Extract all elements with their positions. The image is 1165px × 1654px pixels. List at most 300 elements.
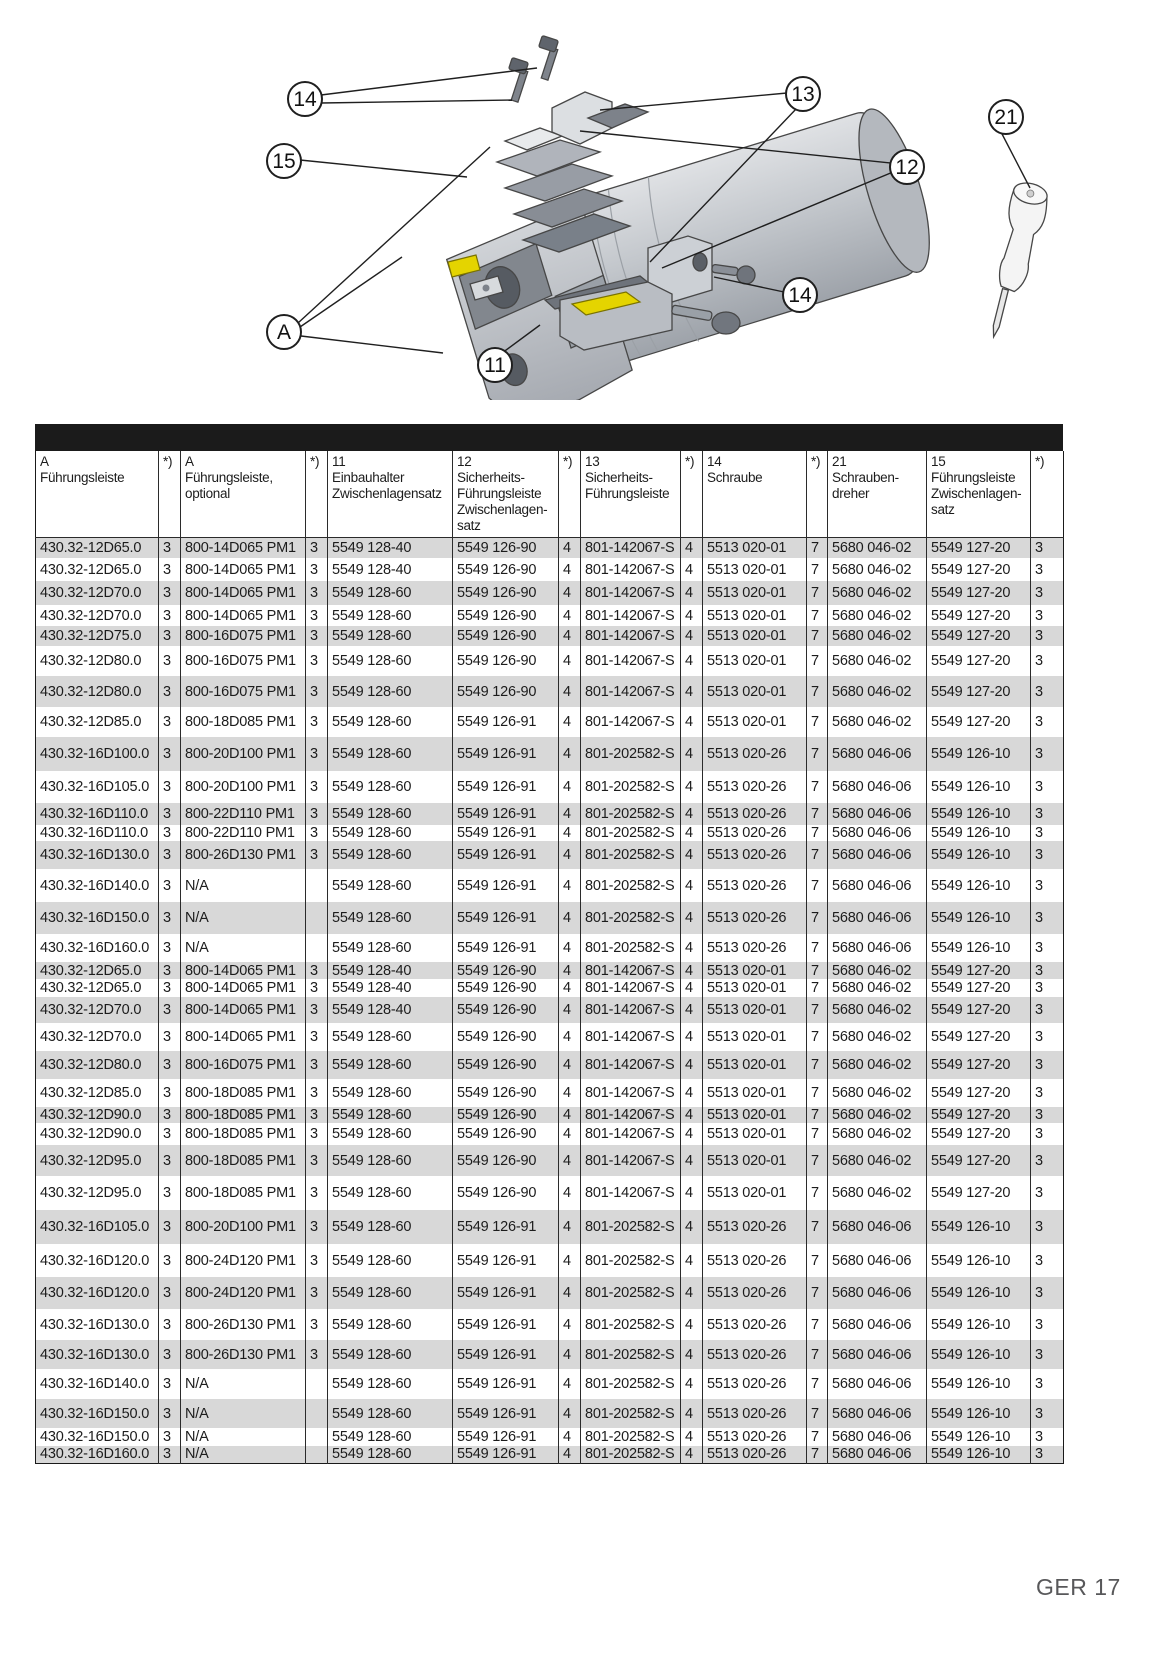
- table-cell: 3: [159, 646, 181, 676]
- table-cell: 5549 128-60: [328, 1446, 453, 1463]
- table-cell: 3: [159, 1244, 181, 1277]
- table-cell: 3: [159, 1123, 181, 1145]
- column-header: *): [159, 451, 181, 537]
- table-cell: 5680 046-02: [828, 979, 927, 997]
- table-cell: 7: [807, 934, 828, 962]
- table-cell: 430.32-16D150.0: [40, 1429, 150, 1446]
- table-cell: 5549 127-20: [927, 581, 1031, 605]
- table-cell: 7: [807, 997, 828, 1023]
- table-cell: 5549 128-60: [328, 626, 453, 646]
- table-cell: 800-24D120 PM1: [181, 1277, 306, 1309]
- table-cell: 5549 128-60: [328, 676, 453, 707]
- table-cell: 7: [807, 869, 828, 902]
- table-cell: 4: [559, 1051, 581, 1079]
- table-cell: 430.32-16D120.0: [40, 1285, 150, 1302]
- table-cell: 5680 046-02: [828, 707, 927, 737]
- table-cell: 5549 127-20: [927, 997, 1031, 1023]
- table-cell: 5513 020-26: [703, 1399, 807, 1428]
- table-cell: 7: [807, 1176, 828, 1210]
- table-cell: 5549 126-90: [453, 605, 559, 626]
- table-cell: 3: [306, 803, 328, 825]
- callout-15: [267, 144, 301, 178]
- table-cell: 5549 126-91: [453, 1446, 559, 1463]
- table-cell: 430.32-16D130.0: [40, 1346, 150, 1363]
- table-cell: 5680 046-02: [828, 1107, 927, 1123]
- table-row: [36, 558, 1064, 581]
- table-cell: 3: [306, 962, 328, 979]
- table-cell: 3: [1031, 1210, 1064, 1244]
- table-cell: 5549 128-60: [328, 581, 453, 605]
- table-cell: 5513 020-01: [703, 1079, 807, 1107]
- table-cell: 4: [681, 1107, 703, 1123]
- table-cell: 4: [559, 1145, 581, 1176]
- table-cell: 3: [306, 1145, 328, 1176]
- table-cell: 7: [807, 558, 828, 581]
- table-cell: 7: [807, 1309, 828, 1340]
- table-cell: 430.32-16D105.0: [40, 1219, 150, 1236]
- table-cell: 4: [559, 581, 581, 605]
- table-cell: 5549 126-10: [927, 1340, 1031, 1369]
- table-cell: 7: [807, 1123, 828, 1145]
- table-cell: 5549 126-91: [453, 841, 559, 869]
- table-cell: 4: [681, 841, 703, 869]
- table-cell: 800-18D085 PM1: [181, 1107, 306, 1123]
- table-cell: 4: [559, 962, 581, 979]
- exploded-view-diagram: [0, 0, 1165, 400]
- table-cell: 800-18D085 PM1: [181, 707, 306, 737]
- table-cell: 3: [1031, 1145, 1064, 1176]
- table-cell: 5549 126-90: [453, 581, 559, 605]
- table-cell: 5549 126-90: [453, 979, 559, 997]
- table-row: [36, 1446, 1064, 1463]
- table-cell: 801-142067-S: [581, 626, 681, 646]
- table-cell: 3: [159, 676, 181, 707]
- parts-table-section: [35, 424, 1063, 1464]
- table-cell: 3: [159, 962, 181, 979]
- table-cell: 3: [306, 1340, 328, 1369]
- callout-11: [478, 348, 512, 382]
- table-cell: 4: [681, 1210, 703, 1244]
- table-cell: 5513 020-01: [703, 962, 807, 979]
- table-cell: 801-202582-S: [581, 1340, 681, 1369]
- table-cell: 3: [1031, 646, 1064, 676]
- table-cell: 5549 126-91: [453, 1399, 559, 1428]
- table-cell: 800-14D065 PM1: [181, 558, 306, 581]
- table-cell: 801-202582-S: [581, 934, 681, 962]
- table-cell: 5680 046-02: [828, 558, 927, 581]
- table-cell: 4: [559, 1340, 581, 1369]
- svg-text:12: 12: [895, 156, 919, 179]
- table-row: [36, 581, 1064, 605]
- table-cell: 5549 127-20: [927, 537, 1031, 558]
- table-cell: 3: [1031, 605, 1064, 626]
- table-cell: 4: [559, 1369, 581, 1399]
- column-header: 13 Sicherheits- Führungsleiste: [581, 451, 681, 537]
- table-cell: 4: [681, 626, 703, 646]
- table-cell: 5549 127-20: [927, 646, 1031, 676]
- table-cell: 5549 126-90: [453, 1051, 559, 1079]
- table-cell: 3: [306, 1309, 328, 1340]
- table-cell: 800-16D075 PM1: [181, 626, 306, 646]
- table-cell: 7: [807, 1446, 828, 1463]
- table-cell: 5549 126-90: [453, 626, 559, 646]
- callout-12: [890, 150, 924, 184]
- table-row: [36, 1340, 1064, 1369]
- table-cell: 3: [306, 1123, 328, 1145]
- table-cell: 7: [807, 1051, 828, 1079]
- table-cell: 3: [1031, 1277, 1064, 1309]
- table-cell: 4: [681, 1079, 703, 1107]
- table-cell: 4: [559, 771, 581, 803]
- table-cell: 5549 127-20: [927, 1023, 1031, 1051]
- table-cell: 5549 126-10: [927, 1210, 1031, 1244]
- table-cell: 3: [159, 1369, 181, 1399]
- table-cell: 4: [681, 1369, 703, 1399]
- table-cell: 5549 126-91: [453, 1210, 559, 1244]
- table-cell: 3: [159, 1277, 181, 1309]
- table-cell: 3: [1031, 1107, 1064, 1123]
- table-cell: 7: [807, 825, 828, 841]
- table-cell: 3: [159, 558, 181, 581]
- table-row: [36, 707, 1064, 737]
- table-cell: 3: [1031, 1023, 1064, 1051]
- table-cell: 5549 128-60: [328, 1176, 453, 1210]
- column-header: A Führungsleiste: [36, 451, 159, 537]
- table-cell: [306, 1369, 328, 1399]
- table-cell: 800-20D100 PM1: [181, 771, 306, 803]
- table-cell: 5680 046-02: [828, 1051, 927, 1079]
- table-cell: 3: [306, 646, 328, 676]
- table-cell: 5680 046-02: [828, 1023, 927, 1051]
- table-cell: 3: [1031, 1309, 1064, 1340]
- table-cell: 4: [681, 803, 703, 825]
- table-cell: 801-142067-S: [581, 1176, 681, 1210]
- table-cell: 5513 020-26: [703, 1309, 807, 1340]
- table-cell: [306, 1446, 328, 1463]
- table-header-row: [36, 451, 1064, 537]
- table-cell: 3: [159, 581, 181, 605]
- table-cell: 5549 126-10: [927, 869, 1031, 902]
- table-cell: 801-202582-S: [581, 825, 681, 841]
- table-cell: 5549 127-20: [927, 707, 1031, 737]
- table-row: [36, 537, 1064, 558]
- column-header: *): [807, 451, 828, 537]
- table-cell: 5513 020-26: [703, 934, 807, 962]
- table-cell: 3: [1031, 1123, 1064, 1145]
- table-cell: 5680 046-02: [828, 1176, 927, 1210]
- table-cell: 3: [1031, 1176, 1064, 1210]
- callout-14-top: [288, 82, 322, 116]
- table-cell: 5549 126-90: [453, 537, 559, 558]
- table-cell: 5680 046-02: [828, 962, 927, 979]
- table-cell: 5549 128-60: [328, 1369, 453, 1399]
- table-cell: 3: [306, 825, 328, 841]
- table-row: [36, 676, 1064, 707]
- table-cell: [306, 1428, 328, 1446]
- table-cell: 4: [559, 902, 581, 934]
- table-cell: 4: [559, 803, 581, 825]
- table-cell: 801-202582-S: [581, 841, 681, 869]
- table-cell: 5549 126-90: [453, 1176, 559, 1210]
- table-cell: 801-142067-S: [581, 605, 681, 626]
- column-header: 11 Einbauhalter Zwischenlagensatz: [328, 451, 453, 537]
- table-cell: 800-20D100 PM1: [181, 1210, 306, 1244]
- table-cell: 801-142067-S: [581, 676, 681, 707]
- table-cell: [306, 902, 328, 934]
- table-cell: 5680 046-06: [828, 841, 927, 869]
- table-cell: 5549 126-91: [453, 771, 559, 803]
- table-row: [36, 869, 1064, 902]
- table-cell: 7: [807, 1210, 828, 1244]
- table-cell: 5680 046-02: [828, 646, 927, 676]
- table-cell: 7: [807, 1079, 828, 1107]
- table-cell: 7: [807, 1023, 828, 1051]
- table-cell: 5680 046-06: [828, 825, 927, 841]
- table-cell: 430.32-12D65.0: [40, 962, 142, 979]
- table-row: [36, 979, 1064, 997]
- table-cell: 800-16D075 PM1: [181, 676, 306, 707]
- table-cell: 800-22D110 PM1: [181, 825, 306, 841]
- table-cell: 430.32-16D160.0: [40, 940, 150, 957]
- table-cell: 430.32-12D85.0: [40, 714, 142, 731]
- table-cell: 5549 126-10: [927, 841, 1031, 869]
- table-cell: 800-14D065 PM1: [181, 1023, 306, 1051]
- table-cell: 5549 126-90: [453, 1145, 559, 1176]
- table-cell: 7: [807, 676, 828, 707]
- column-header: 12 Sicherheits- Führungsleiste Zwischenlagen- satz: [453, 451, 559, 537]
- table-cell: 5549 127-20: [927, 1123, 1031, 1145]
- table-cell: 5513 020-01: [703, 1176, 807, 1210]
- table-cell: 430.32-16D130.0: [40, 1316, 150, 1333]
- table-cell: 4: [559, 626, 581, 646]
- table-cell: 5680 046-02: [828, 1145, 927, 1176]
- table-cell: 5549 126-90: [453, 1023, 559, 1051]
- table-cell: 430.32-16D110.0: [40, 825, 148, 842]
- table-cell: 3: [159, 1145, 181, 1176]
- table-cell: 4: [681, 646, 703, 676]
- table-cell: 4: [559, 537, 581, 558]
- table-cell: 4: [559, 825, 581, 841]
- table-cell: 7: [807, 605, 828, 626]
- table-row: [36, 1079, 1064, 1107]
- callout-A: [267, 315, 301, 349]
- table-cell: 801-202582-S: [581, 1369, 681, 1399]
- table-cell: 4: [559, 1210, 581, 1244]
- svg-text:11: 11: [484, 354, 506, 377]
- table-cell: 3: [306, 1277, 328, 1309]
- table-cell: 800-14D065 PM1: [181, 962, 306, 979]
- table-cell: 4: [681, 707, 703, 737]
- table-cell: 3: [159, 537, 181, 558]
- table-cell: 3: [159, 737, 181, 771]
- table-cell: 4: [559, 997, 581, 1023]
- table-cell: 801-202582-S: [581, 1309, 681, 1340]
- table-cell: 3: [159, 803, 181, 825]
- table-cell: 800-14D065 PM1: [181, 605, 306, 626]
- table-cell: 4: [681, 1399, 703, 1428]
- table-cell: N/A: [181, 1399, 306, 1428]
- table-cell: 4: [681, 934, 703, 962]
- parts-table: [35, 451, 1064, 1464]
- table-cell: 5549 127-20: [927, 1079, 1031, 1107]
- table-cell: 5513 020-26: [703, 869, 807, 902]
- table-row: [36, 1369, 1064, 1399]
- table-cell: 3: [306, 581, 328, 605]
- table-cell: 4: [559, 1107, 581, 1123]
- table-cell: 4: [559, 1309, 581, 1340]
- parts-table-body: [36, 537, 1064, 1463]
- table-cell: 5549 126-91: [453, 1277, 559, 1309]
- table-cell: 430.32-12D70.0: [40, 1002, 142, 1019]
- table-cell: 3: [159, 1051, 181, 1079]
- table-cell: 430.32-12D95.0: [40, 1152, 142, 1169]
- table-row: [36, 1051, 1064, 1079]
- table-cell: 7: [807, 803, 828, 825]
- table-cell: 3: [1031, 962, 1064, 979]
- table-cell: 3: [159, 1309, 181, 1340]
- table-cell: 801-142067-S: [581, 1079, 681, 1107]
- table-cell: 5680 046-02: [828, 626, 927, 646]
- table-cell: 4: [681, 771, 703, 803]
- table-cell: 5513 020-01: [703, 558, 807, 581]
- table-cell: 430.32-16D150.0: [40, 910, 150, 927]
- table-cell: 430.32-16D160.0: [40, 1446, 150, 1463]
- table-cell: 5549 128-60: [328, 1107, 453, 1123]
- table-cell: 3: [159, 1107, 181, 1123]
- table-row: [36, 1399, 1064, 1428]
- table-cell: 3: [1031, 737, 1064, 771]
- table-cell: 5549 128-60: [328, 1309, 453, 1340]
- table-cell: 5549 126-10: [927, 803, 1031, 825]
- table-cell: 5680 046-02: [828, 1079, 927, 1107]
- table-cell: 801-142067-S: [581, 1051, 681, 1079]
- table-cell: 5549 128-60: [328, 841, 453, 869]
- table-cell: 5513 020-01: [703, 997, 807, 1023]
- table-cell: 801-142067-S: [581, 1145, 681, 1176]
- table-cell: 3: [159, 841, 181, 869]
- table-cell: 430.32-12D65.0: [40, 561, 142, 578]
- table-cell: 3: [159, 1176, 181, 1210]
- table-cell: 3: [1031, 707, 1064, 737]
- table-cell: 5513 020-01: [703, 581, 807, 605]
- table-cell: 5549 126-10: [927, 1244, 1031, 1277]
- table-cell: 5549 128-60: [328, 803, 453, 825]
- table-cell: 801-142067-S: [581, 979, 681, 997]
- table-cell: 5549 126-10: [927, 1428, 1031, 1446]
- table-cell: 5549 126-10: [927, 902, 1031, 934]
- column-header: *): [559, 451, 581, 537]
- screwdriver-illustration: [978, 180, 1052, 342]
- table-cell: 801-142067-S: [581, 997, 681, 1023]
- table-cell: 5549 127-20: [927, 962, 1031, 979]
- table-cell: 5549 128-60: [328, 646, 453, 676]
- table-cell: 3: [1031, 1079, 1064, 1107]
- table-cell: 3: [1031, 825, 1064, 841]
- table-cell: 5549 127-20: [927, 558, 1031, 581]
- table-cell: 5513 020-26: [703, 902, 807, 934]
- table-cell: 5549 128-60: [328, 1399, 453, 1428]
- table-cell: 5680 046-06: [828, 803, 927, 825]
- table-cell: 4: [681, 962, 703, 979]
- table-cell: 4: [681, 1309, 703, 1340]
- table-cell: 430.32-16D110.0: [40, 806, 148, 823]
- table-cell: 4: [681, 1340, 703, 1369]
- table-cell: 5680 046-06: [828, 771, 927, 803]
- table-cell: 4: [559, 1123, 581, 1145]
- table-cell: 7: [807, 626, 828, 646]
- table-cell: 5549 126-91: [453, 803, 559, 825]
- table-cell: 3: [1031, 841, 1064, 869]
- table-cell: 5549 128-60: [328, 1244, 453, 1277]
- table-cell: 3: [1031, 979, 1064, 997]
- table-row: [36, 962, 1064, 979]
- table-cell: 800-26D130 PM1: [181, 841, 306, 869]
- table-cell: 5680 046-06: [828, 1210, 927, 1244]
- table-cell: 5513 020-01: [703, 1107, 807, 1123]
- table-cell: 5680 046-06: [828, 1399, 927, 1428]
- table-cell: 801-202582-S: [581, 1210, 681, 1244]
- table-cell: 5680 046-06: [828, 1309, 927, 1340]
- table-cell: 430.32-12D95.0: [40, 1185, 142, 1202]
- table-cell: 5549 127-20: [927, 1051, 1031, 1079]
- table-row: [36, 803, 1064, 825]
- table-cell: 5549 127-20: [927, 979, 1031, 997]
- table-cell: 5513 020-26: [703, 1428, 807, 1446]
- table-row: [36, 1428, 1064, 1446]
- table-cell: 430.32-12D80.0: [40, 653, 142, 670]
- table-cell: 5513 020-26: [703, 1369, 807, 1399]
- table-cell: 5513 020-01: [703, 1145, 807, 1176]
- svg-text:13: 13: [791, 83, 815, 106]
- table-cell: 801-142067-S: [581, 581, 681, 605]
- table-cell: 800-22D110 PM1: [181, 803, 306, 825]
- table-cell: 5549 126-10: [927, 771, 1031, 803]
- table-cell: 3: [159, 626, 181, 646]
- table-row: [36, 997, 1064, 1023]
- table-cell: 7: [807, 1145, 828, 1176]
- table-cell: 4: [681, 1244, 703, 1277]
- table-cell: 5680 046-02: [828, 1123, 927, 1145]
- table-cell: 3: [159, 902, 181, 934]
- table-cell: 5549 128-40: [328, 979, 453, 997]
- table-cell: 4: [681, 1123, 703, 1145]
- table-cell: 801-202582-S: [581, 1446, 681, 1463]
- table-cell: 3: [1031, 558, 1064, 581]
- table-cell: 5680 046-02: [828, 997, 927, 1023]
- table-cell: 5513 020-01: [703, 979, 807, 997]
- table-cell: 430.32-16D140.0: [40, 877, 150, 894]
- table-cell: 5513 020-26: [703, 737, 807, 771]
- table-cell: 5549 128-60: [328, 1210, 453, 1244]
- table-cell: 800-20D100 PM1: [181, 737, 306, 771]
- table-cell: 5549 126-91: [453, 825, 559, 841]
- table-cell: 4: [681, 605, 703, 626]
- table-cell: 5549 127-20: [927, 1176, 1031, 1210]
- table-cell: 5513 020-01: [703, 605, 807, 626]
- table-cell: 3: [1031, 1340, 1064, 1369]
- table-cell: N/A: [181, 869, 306, 902]
- table-cell: 800-14D065 PM1: [181, 581, 306, 605]
- table-row: [36, 771, 1064, 803]
- table-cell: 801-142067-S: [581, 558, 681, 581]
- table-cell: 4: [681, 537, 703, 558]
- table-cell: 3: [306, 771, 328, 803]
- table-cell: 430.32-12D85.0: [40, 1085, 142, 1102]
- table-cell: 3: [1031, 626, 1064, 646]
- table-cell: 5513 020-26: [703, 825, 807, 841]
- table-row: [36, 1309, 1064, 1340]
- table-cell: 5549 128-60: [328, 1079, 453, 1107]
